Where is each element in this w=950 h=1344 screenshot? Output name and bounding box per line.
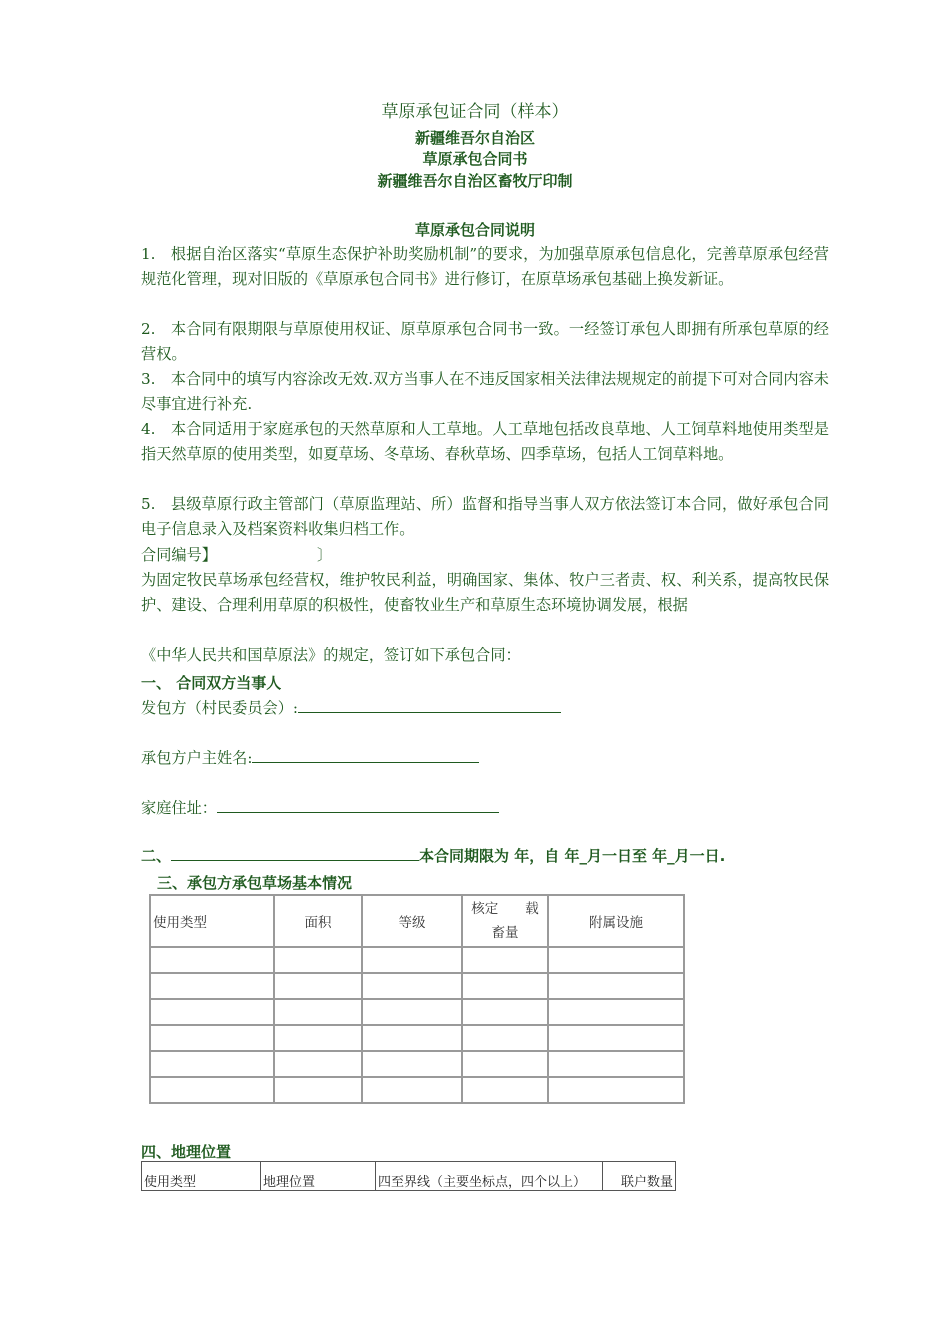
explanation-item-3: 3. 本合同中的填写内容涂改无效.双方当事人在不违反国家相关法律法规规定的前提下可对合同内容未尽事宜进行补充. (141, 370, 829, 413)
location-table (141, 1161, 676, 1191)
table-cell[interactable] (548, 973, 684, 999)
table-cell[interactable] (462, 947, 548, 973)
table-cell[interactable] (548, 947, 684, 973)
table-cell[interactable] (362, 947, 462, 973)
section-2-line (141, 845, 725, 866)
issuer-label: 发包方（村民委员会）: (141, 699, 298, 717)
table-row (150, 999, 684, 1025)
table-cell[interactable] (150, 999, 274, 1025)
table-row (150, 1025, 684, 1051)
table-cell[interactable] (362, 1025, 462, 1051)
table-header-cell: 使用类型 (150, 895, 274, 947)
document-title: 草原承包证合同（样本） (381, 102, 569, 122)
table-header-cell: 联户数量 (603, 1162, 676, 1191)
table-header-cell: 面积 (274, 895, 362, 947)
table-row (150, 1077, 684, 1103)
table-cell[interactable] (150, 1025, 274, 1051)
contractor-line (141, 746, 479, 771)
explanation-heading: 草原承包合同说明 (414, 221, 535, 239)
table-header-cell: 地理位置 (261, 1162, 376, 1191)
table-header-cell-line2: 畜量 (491, 925, 519, 941)
table-cell[interactable] (548, 999, 684, 1025)
preamble-text: 为固定牧民草场承包经营权，维护牧民利益，明确国家、集体、牧户三者责、权、利关系，提高牧民保护、建设、合理利用草原的积极性，使畜牧业生产和草原生态环境协调发展，根据 (141, 571, 829, 614)
table-cell[interactable] (274, 947, 362, 973)
table-header-cell: 附属设施 (548, 895, 684, 947)
table-cell[interactable] (274, 999, 362, 1025)
section-2-field[interactable] (171, 847, 419, 861)
explanation-item-1: 1. 根据自治区落实“草原生态保护补助奖励机制”的要求，为加强草原承包信息化，完善草原承包经营规范化管理，现对旧版的《草原承包合同书》进行修订，在原草场承包基础上换发新证。 (141, 245, 829, 288)
contractor-field[interactable] (252, 748, 479, 763)
table-cell[interactable] (150, 973, 274, 999)
preamble-text-2: 《中华人民共和国草原法》的规定，签订如下承包合同： (141, 646, 521, 664)
table-row (150, 947, 684, 973)
contract-number-close: 〕 (316, 546, 333, 564)
booklet-title: 草原承包合同书 (422, 150, 528, 168)
section-1-heading: 一、 合同双方当事人 (141, 674, 282, 692)
table-header-row (142, 1162, 676, 1191)
table-header-cell-line1: 核定 载 (471, 901, 539, 917)
table-cell[interactable] (274, 1025, 362, 1051)
explanation-item-5: 5. 县级草原行政主管部门（草原监理站、所）监督和指导当事人双方依法签订本合同，做好承包合同电子信息录入及档案资料收集归档工作。 (141, 495, 829, 538)
contract-number-label: 合同编号】 (141, 546, 217, 564)
table-cell[interactable] (150, 1051, 274, 1077)
table-cell[interactable] (362, 999, 462, 1025)
contractor-label: 承包方户主姓名: (141, 749, 253, 767)
table-cell[interactable] (462, 999, 548, 1025)
table-cell[interactable] (150, 947, 274, 973)
table-cell[interactable] (274, 1077, 362, 1103)
printer-line: 新疆维吾尔自治区畜牧厅印制 (377, 172, 573, 190)
table-cell[interactable] (548, 1025, 684, 1051)
address-field[interactable] (217, 798, 499, 813)
table-row (150, 973, 684, 999)
table-cell[interactable] (548, 1077, 684, 1103)
table-cell[interactable] (462, 1077, 548, 1103)
table-cell[interactable] (462, 973, 548, 999)
table-cell[interactable] (150, 1077, 274, 1103)
table-cell[interactable] (274, 1051, 362, 1077)
table-cell[interactable] (362, 1051, 462, 1077)
table-cell[interactable] (462, 1025, 548, 1051)
grassland-info-table (149, 894, 685, 1104)
section-3-heading: 三、承包方承包草场基本情况 (157, 874, 353, 892)
table-cell[interactable] (548, 1051, 684, 1077)
table-cell[interactable] (274, 973, 362, 999)
table-header-row (150, 895, 684, 947)
table-header-cell: 使用类型 (142, 1162, 261, 1191)
section-4-heading: 四、地理位置 (141, 1143, 232, 1161)
table-header-cell (462, 895, 548, 947)
table-cell[interactable] (362, 1077, 462, 1103)
address-label: 家庭住址： (141, 799, 217, 817)
issuer-line (141, 696, 561, 721)
table-cell[interactable] (462, 1051, 548, 1077)
table-header-cell: 四至界线（主要坐标点，四个以上） (376, 1162, 603, 1191)
table-header-cell: 等级 (362, 895, 462, 947)
explanation-item-4: 4. 本合同适用于家庭承包的天然草原和人工草地。人工草地包括改良草地、人工饲草料地使用类型是指天然草原的使用类型，如夏草场、冬草场、春秋草场、四季草场，包括人工饲草料地。 (141, 420, 829, 463)
explanation-item-2: 2. 本合同有限期限与草原使用权证、原草原承包合同书一致。一经签订承包人即拥有所承包草原的经营权。 (141, 320, 829, 363)
issuer-field[interactable] (298, 698, 561, 713)
table-cell[interactable] (362, 973, 462, 999)
contract-number-line (141, 543, 332, 568)
region-name: 新疆维吾尔自治区 (414, 129, 535, 147)
section-2-prefix: 二、 (141, 847, 172, 865)
section-2-text: 本合同期限为 年，自 年_月一日至 年_月一日. (419, 847, 726, 865)
table-row (150, 1051, 684, 1077)
address-line (141, 796, 499, 821)
